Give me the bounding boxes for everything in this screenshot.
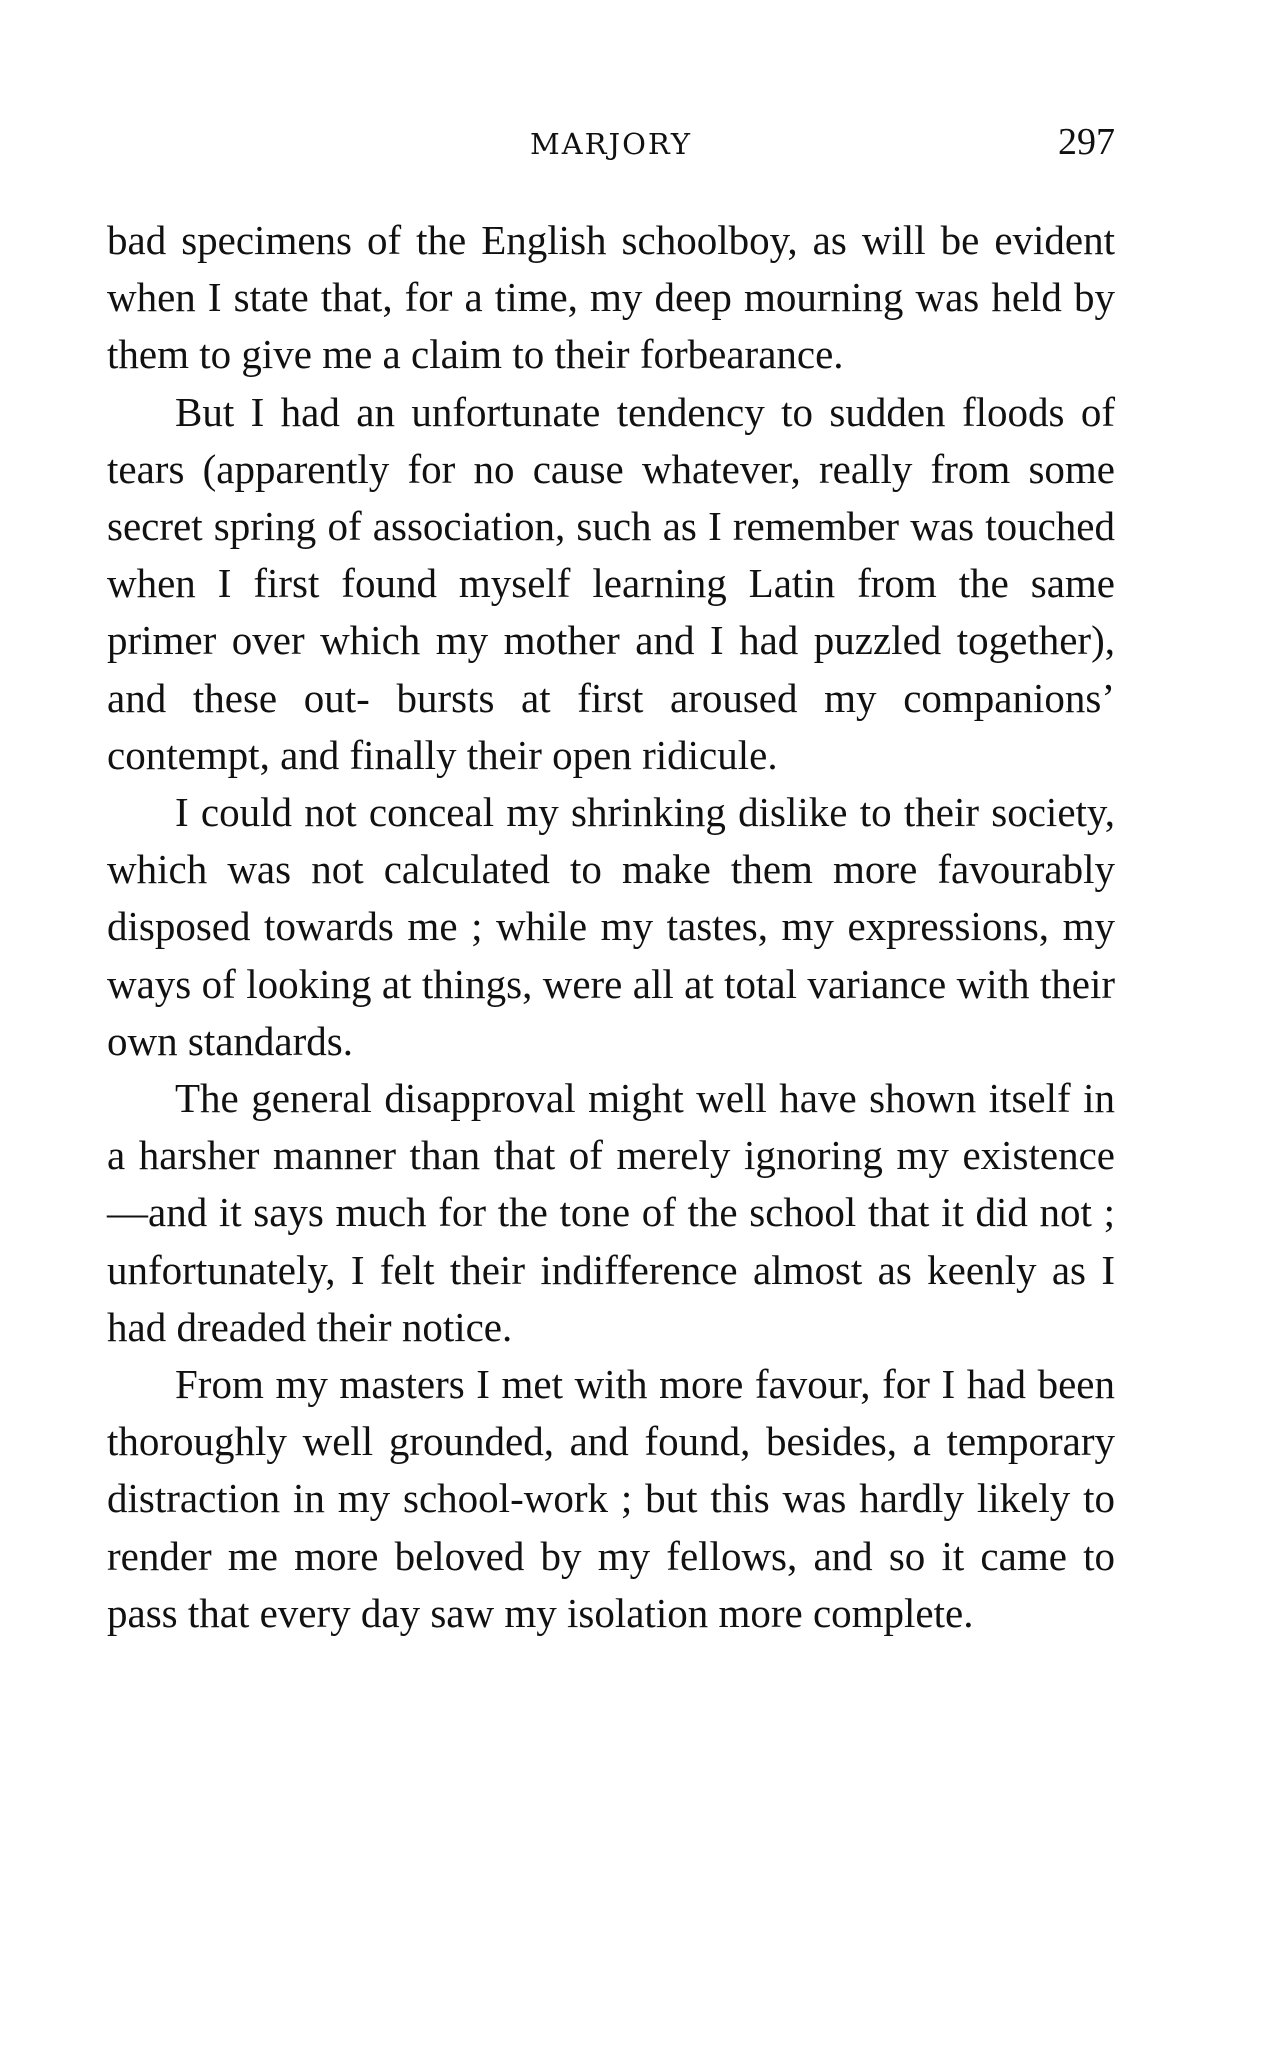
running-title: MARJORY	[530, 127, 692, 161]
page-number: 297	[1058, 121, 1115, 163]
paragraph-2: But I had an unfortunate tendency to sudden floods of tears (apparently for no cause whatever, really from some secret spring of association, such as I remember was touched when I first found myself learning Latin from the same primer over which my mother and I had puzzled together), and these out- bursts at first aroused my companions’ contempt, and finally their open ridicule.	[107, 388, 1115, 778]
paragraph-5: From my masters I met with more favour, for I had been thoroughly well grounded, and found, besides, a temporary distraction in my school-work ; but this was hardly likely to render me more beloved by my fellows, and so it came to pass that every day saw my isolation more complete.	[107, 1361, 1115, 1636]
paragraph-1: bad specimens of the English schoolboy, as will be evident when I state that, for a time, my deep mourning was held by them to give me a claim to their forbearance.	[107, 217, 1115, 378]
paragraph-3: I could not conceal my shrinking dislike to their society, which was not calculated to make them more favourably disposed towards me ; while my tastes, my expressions, my ways of looking at things, were all at total variance with their own standards.	[107, 789, 1115, 1064]
body-text	[107, 212, 1115, 1642]
running-head	[107, 121, 1115, 164]
paragraph-4: The general disapproval might well have shown itself in a harsher manner than that of merely ignoring my existence—and it says much for the tone of the school that it did not ; unfortunately, I felt their indifference almost as keenly as I had dreaded their notice.	[107, 1075, 1115, 1350]
